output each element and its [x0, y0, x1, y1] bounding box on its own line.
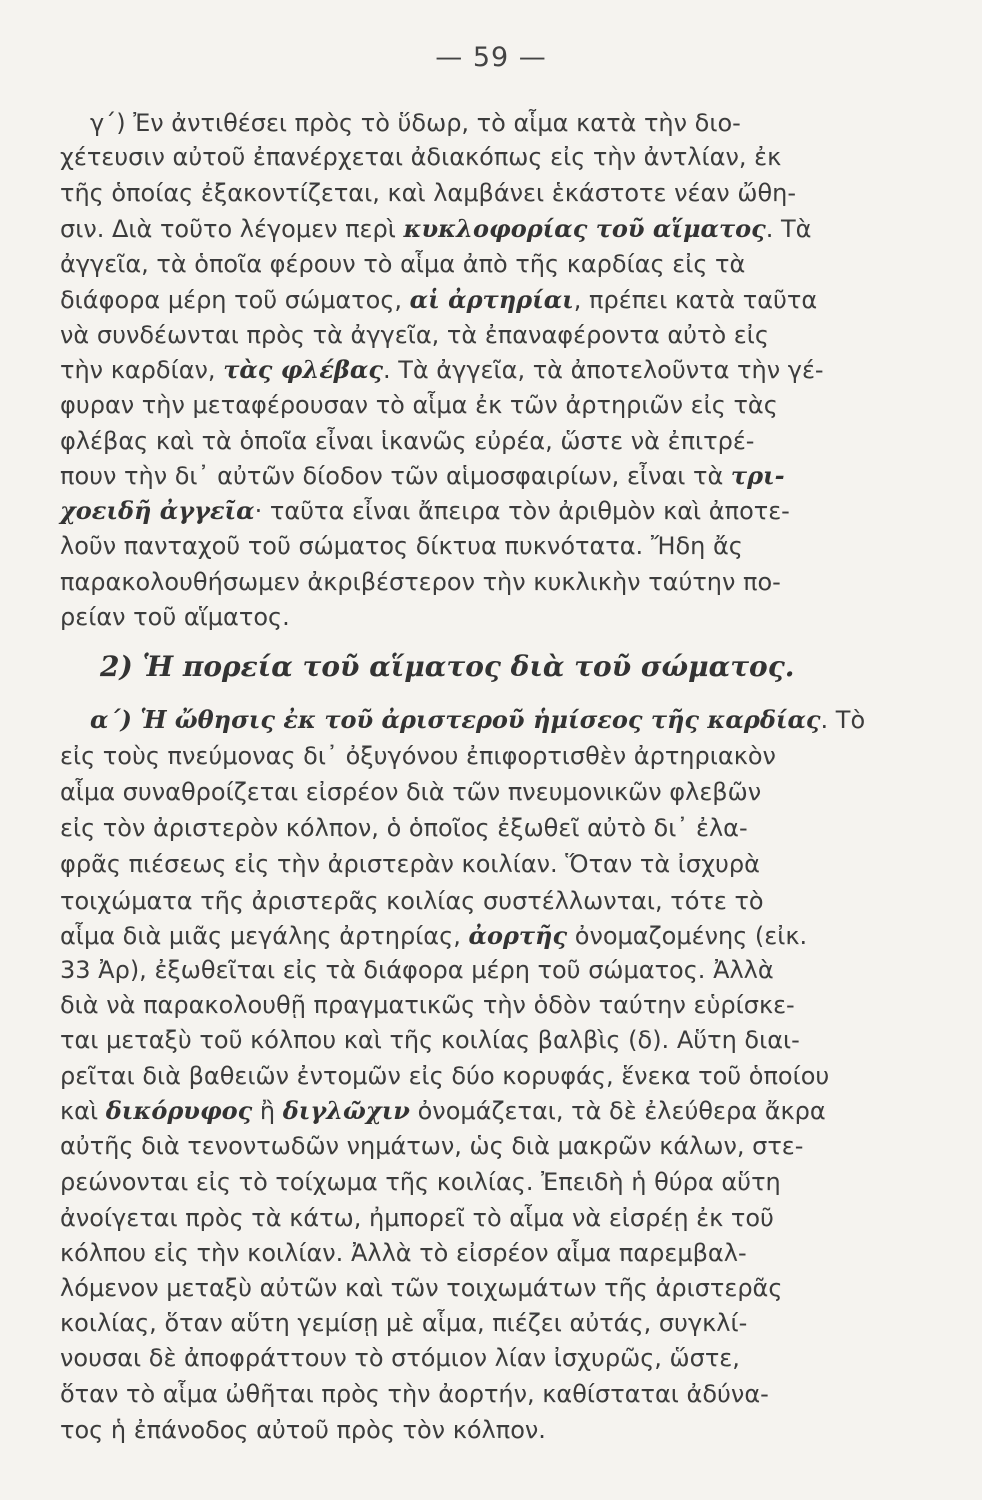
italic-term: α΄): [90, 705, 141, 734]
text-line: [60, 178, 796, 208]
text-line: [60, 1096, 826, 1126]
text-line: [60, 1238, 747, 1268]
italic-term: Ἡ ὤθησις ἐκ τοῦ ἀριστεροῦ ἡμίσεος τῆς καρδίας: [140, 705, 821, 734]
text-run: γ΄) Ἐν ἀντιθέσει πρὸς τὸ ὕδωρ, τὸ αἷμα κατὰ τὴν διο-: [90, 109, 741, 137]
text-line: [60, 1131, 803, 1161]
text-run: καὶ: [60, 1097, 106, 1125]
text-line: [60, 496, 790, 526]
italic-term: κυκλοφορίας τοῦ αἵματος: [403, 214, 766, 243]
text-line: [60, 461, 785, 491]
text-run: . Τὰ ἀγγεῖα, τὰ ἀποτελοῦντα τὴν γέ-: [382, 356, 824, 384]
text-line: [60, 849, 760, 879]
text-run: αἷμα συναθροίζεται εἰσρέον διὰ τῶν πνευμονικῶν φλεβῶν: [60, 778, 762, 806]
text-line: [60, 1025, 800, 1055]
text-line: [60, 602, 290, 632]
text-line: [60, 1379, 769, 1409]
text-run: · ταῦτα εἶναι ἄπειρα τὸν ἀριθμὸν καὶ ἀποτε-: [254, 497, 790, 525]
text-run: ὀνομαζομένης (εἰκ.: [567, 922, 808, 950]
text-run: 33 Ἀρ), ἐξωθεῖται εἰς τὰ διάφορα μέρη τοῦ σώματος. Ἀλλὰ: [60, 956, 774, 984]
text-run: ὅταν τὸ αἷμα ὠθῆται πρὸς τὴν ἀορτήν, καθίσταται ἀδύνα-: [60, 1380, 769, 1408]
text-run: κόλπου εἰς τὴν κοιλίαν. Ἀλλὰ τὸ εἰσρέον αἷμα παρεμβαλ-: [60, 1239, 747, 1267]
text-line: [60, 1167, 781, 1197]
text-run: κοιλίας, ὅταν αὕτη γεμίσῃ μὲ αἷμα, πιέζει αὐτάς, συγκλί-: [60, 1309, 748, 1337]
text-run: ρείαν τοῦ αἵματος.: [60, 603, 290, 631]
text-line: [60, 531, 743, 561]
text-line: [60, 249, 745, 279]
text-run: ἀγγεῖα, τὰ ὁποῖα φέρουν τὸ αἷμα ἀπὸ τῆς καρδίας εἰς τὰ: [60, 250, 746, 278]
text-line: [90, 705, 865, 735]
text-run: ὀνομάζεται, τὰ δὲ ἐλεύθερα ἄκρα: [409, 1097, 826, 1125]
text-run: αὐτῆς διὰ τενοντωδῶν νημάτων, ὡς διὰ μακρῶν κάλων, στε-: [60, 1132, 804, 1160]
text-run: σιν. Διὰ τοῦτο λέγομεν περὶ: [60, 215, 404, 243]
italic-term: δικόρυφος: [105, 1096, 253, 1125]
italic-term: χοειδῆ ἀγγεῖα: [60, 496, 255, 525]
text-line: [60, 813, 748, 843]
text-line: [60, 1343, 740, 1373]
text-run: τῆς ὁποίας ἐξακοντίζεται, καὶ λαμβάνει ἑκάστοτε νέαν ὤθη-: [60, 179, 796, 207]
italic-term: αἱ ἀρτηρίαι: [409, 285, 574, 314]
text-run: αἷμα διὰ μιᾶς μεγάλης ἀρτηρίας,: [60, 922, 469, 950]
text-line: [60, 886, 764, 916]
text-run: φυραν τὴν μεταφέρουσαν τὸ αἷμα ἐκ τῶν ἀρτηριῶν εἰς τὰς: [60, 391, 778, 419]
italic-term: τρι-: [730, 461, 785, 490]
text-run: ρεώνονται εἰς τὸ τοίχωμα τῆς κοιλίας. Ἐπειδὴ ἡ θύρα αὕτη: [60, 1168, 781, 1196]
text-run: παρακολουθήσωμεν ἀκριβέστερον τὴν κυκλικὴν ταύτην πο-: [60, 568, 781, 596]
text-line: [60, 320, 769, 350]
text-line: [90, 108, 741, 138]
text-run: ἢ: [252, 1097, 283, 1125]
text-run: τὴν καρδίαν,: [60, 356, 224, 384]
text-run: ται μεταξὺ τοῦ κόλπου καὶ τῆς κοιλίας βαλβὶς (δ). Αὕτη διαι-: [60, 1026, 800, 1054]
text-line: [60, 1203, 774, 1233]
text-line: [60, 990, 795, 1020]
text-run: τοιχώματα τῆς ἀριστερᾶς κοιλίας συστέλλωνται, τότε τὸ: [60, 887, 764, 915]
text-line: [60, 567, 781, 597]
italic-term: τὰς φλέβας: [223, 355, 383, 384]
text-run: λόμενον μεταξὺ αὐτῶν καὶ τῶν τοιχωμάτων τῆς ἀριστερᾶς: [60, 1274, 783, 1302]
text-run: νὰ συνδέωνται πρὸς τὰ ἀγγεῖα, τὰ ἐπαναφέροντα αὐτὸ εἰς: [60, 321, 769, 349]
text-line: [60, 955, 774, 985]
text-line: [60, 355, 824, 385]
text-line: [60, 426, 754, 456]
text-line: [60, 1061, 829, 1091]
text-line: [60, 390, 778, 420]
text-run: φρᾶς πιέσεως εἰς τὴν ἀριστερὰν κοιλίαν. Ὅταν τὰ ἰσχυρὰ: [60, 850, 760, 878]
text-run: λοῦν πανταχοῦ τοῦ σώματος δίκτυα πυκνότατα. Ἤδη ἄς: [60, 532, 743, 560]
text-line: [60, 285, 817, 315]
section-heading: 2) Ἡ πορεία τοῦ αἵματος διὰ τοῦ σώματος.: [100, 650, 795, 683]
text-run: . Τὰ: [765, 215, 812, 243]
text-run: . Τὸ: [820, 706, 866, 734]
text-line: [60, 777, 761, 807]
text-run: χέτευσιν αὐτοῦ ἐπανέρχεται ἀδιακόπως εἰς τὴν ἀντλίαν, ἐκ: [60, 143, 782, 171]
text-run: , πρέπει κατὰ ταῦτα: [573, 286, 818, 314]
text-run: εἰς τοὺς πνεύμονας δι᾽ ὀξυγόνου ἐπιφορτισθὲν ἀρτηριακὸν: [60, 742, 776, 770]
text-run: διάφορα μέρη τοῦ σώματος,: [60, 286, 410, 314]
italic-term: ἀορτῆς: [468, 921, 568, 950]
text-run: εἰς τὸν ἀριστερὸν κόλπον, ὁ ὁποῖος ἐξωθεῖ αὐτὸ δι᾽ ἐλα-: [60, 814, 748, 842]
text-run: ἀνοίγεται πρὸς τὰ κάτω, ἠμπορεῖ τὸ αἷμα νὰ εἰσρέῃ ἐκ τοῦ: [60, 1204, 774, 1232]
text-run: ρεῖται διὰ βαθειῶν ἐντομῶν εἰς δύο κορυφάς, ἕνεκα τοῦ ὁποίου: [60, 1062, 830, 1090]
text-line: [60, 214, 812, 244]
text-run: διὰ νὰ παρακολουθῇ πραγματικῶς τὴν ὁδὸν ταύτην εὑρίσκε-: [60, 991, 795, 1019]
text-line: [60, 741, 776, 771]
text-run: νουσαι δὲ ἀποφράττουν τὸ στόμιον λίαν ἰσχυρῶς, ὥστε,: [60, 1344, 740, 1372]
text-run: τος ἡ ἐπάνοδος αὐτοῦ πρὸς τὸν κόλπον.: [60, 1416, 546, 1444]
text-line: [60, 142, 781, 172]
text-line: [60, 1273, 782, 1303]
page-number: — 59 —: [435, 42, 547, 73]
italic-term: διγλῶχιν: [282, 1096, 410, 1125]
text-line: [60, 1415, 546, 1445]
text-run: πουν τὴν δι᾽ αὐτῶν δίοδον τῶν αἱμοσφαιρίων, εἶναι τὰ: [60, 462, 731, 490]
text-line: [60, 921, 807, 951]
text-run: φλέβας καὶ τὰ ὁποῖα εἶναι ἱκανῶς εὐρέα, ὥστε νὰ ἐπιτρέ-: [60, 427, 755, 455]
text-line: [60, 1308, 747, 1338]
